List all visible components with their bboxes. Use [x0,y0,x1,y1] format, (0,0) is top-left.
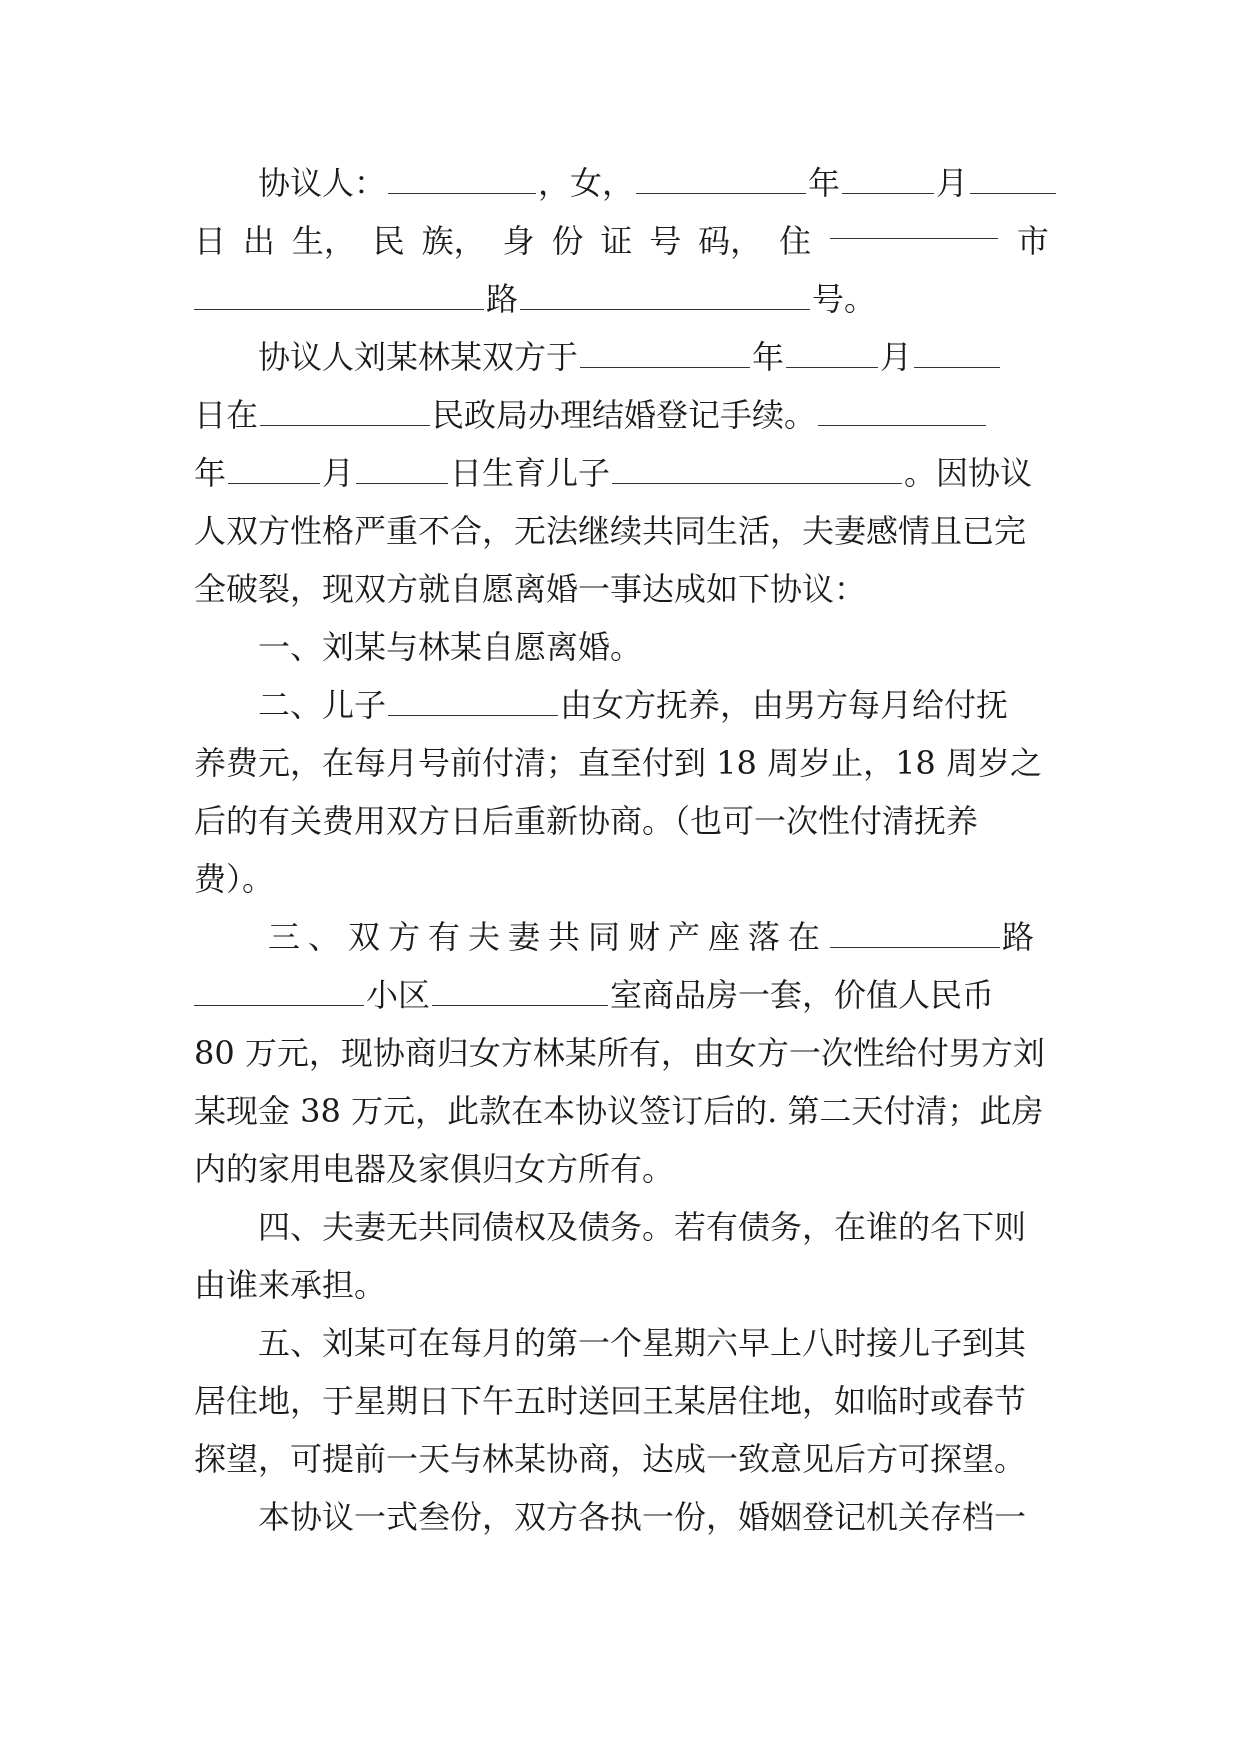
text-line: 五、刘某可在每月的第一个星期六早上八时接儿子到其 [258,1324,1027,1362]
text-segment: 室商品房一套，价值人民币 [610,976,995,1014]
text-segment: 份 [551,222,584,260]
text-segment: 路 [1002,918,1035,956]
text-segment: 由女方抚养，由男方每月给付抚 [560,686,1009,724]
text-line [258,324,1049,391]
blank-field [786,337,878,368]
text-line [194,962,1049,1029]
text-line [268,904,1049,971]
text-segment: 证 [600,222,633,260]
blank-field [612,453,902,484]
blank-field [194,279,484,310]
blank-field [970,163,1056,194]
text-segment: 市 [1016,222,1049,260]
text-segment: 路 [486,280,519,318]
blank-field [818,395,986,426]
blank-field [830,917,1000,948]
blank-field [356,453,448,484]
text-line [194,266,1049,333]
blank-field [830,208,998,239]
text-segment: 族， [421,222,486,260]
blank-field [580,337,750,368]
blank-field [388,685,558,716]
blank-field [636,163,806,194]
blank-field [842,163,934,194]
text-segment: 小区 [366,976,431,1014]
text-line [194,440,1049,507]
text-segment: 二、儿子 [258,686,387,724]
blank-field [520,279,810,310]
text-segment: 民 [372,222,405,260]
text-line: 某现金 38 万元，此款在本协议签订后的. 第二天付清；此房 [194,1092,1044,1130]
text-line: 一、刘某与林某自愿离婚。 [258,628,643,666]
text-segment: 号 [649,222,682,260]
text-line: 内的家用电器及家俱归女方所有。 [194,1150,675,1188]
text-segment: 民政局办理结婚登记手续。 [432,396,817,434]
text-line [258,150,1049,217]
text-line [194,208,1049,275]
text-segment: 出 [242,222,275,260]
text-segment: 月 [936,164,969,202]
text-segment: 三、双方有夫妻共同财产座落在 [268,918,829,956]
text-line [194,382,1049,449]
text-line: 后的有关费用双方日后重新协商。（也可一次性付清抚养 [194,802,979,840]
text-segment: 年 [808,164,841,202]
text-line [258,672,1049,739]
blank-field [914,337,1000,368]
text-segment: 身 [502,222,535,260]
text-segment: 年 [752,338,785,376]
text-segment: 日在 [194,396,259,434]
text-line: 居住地，于星期日下午五时送回王某居住地，如临时或春节 [194,1382,1027,1420]
text-line: 四、夫妻无共同债权及债务。若有债务，在谁的名下则 [258,1208,1027,1246]
text-segment: 月 [322,454,355,492]
text-segment: 协议人刘某林某双方于 [258,338,579,376]
text-line: 养费元，在每月号前付清；直至付到 18 周岁止，18 周岁之 [194,744,1042,782]
text-line: 人双方性格严重不合，无法继续共同生活，夫妻感情且已完 [194,512,1027,550]
text-segment: 年 [194,454,227,492]
text-segment: 。因协议 [904,454,1033,492]
text-segment: ，女， [538,164,635,202]
text-segment: 住 [779,222,812,260]
blank-field [432,975,608,1006]
blank-field [260,395,430,426]
text-segment: 月 [880,338,913,376]
text-segment: 协议人： [258,164,387,202]
blank-field [194,975,364,1006]
text-line: 80 万元，现协商归女方林某所有，由女方一次性给付男方刘 [194,1034,1045,1072]
text-line: 全破裂，现双方就自愿离婚一事达成如下协议： [194,570,867,608]
text-line: 由谁来承担。 [194,1266,387,1304]
text-segment: 码， [698,222,763,260]
text-line: 费）。 [194,860,275,898]
text-segment: 日 [194,222,227,260]
blank-field [388,163,536,194]
text-segment: 号。 [812,280,877,318]
text-segment: 日生育儿子 [450,454,611,492]
text-segment: 生， [291,222,356,260]
text-line: 探望，可提前一天与林某协商，达成一致意见后方可探望。 [194,1440,1027,1478]
text-line: 本协议一式叁份，双方各执一份，婚姻登记机关存档一 [258,1498,1027,1536]
blank-field [228,453,320,484]
